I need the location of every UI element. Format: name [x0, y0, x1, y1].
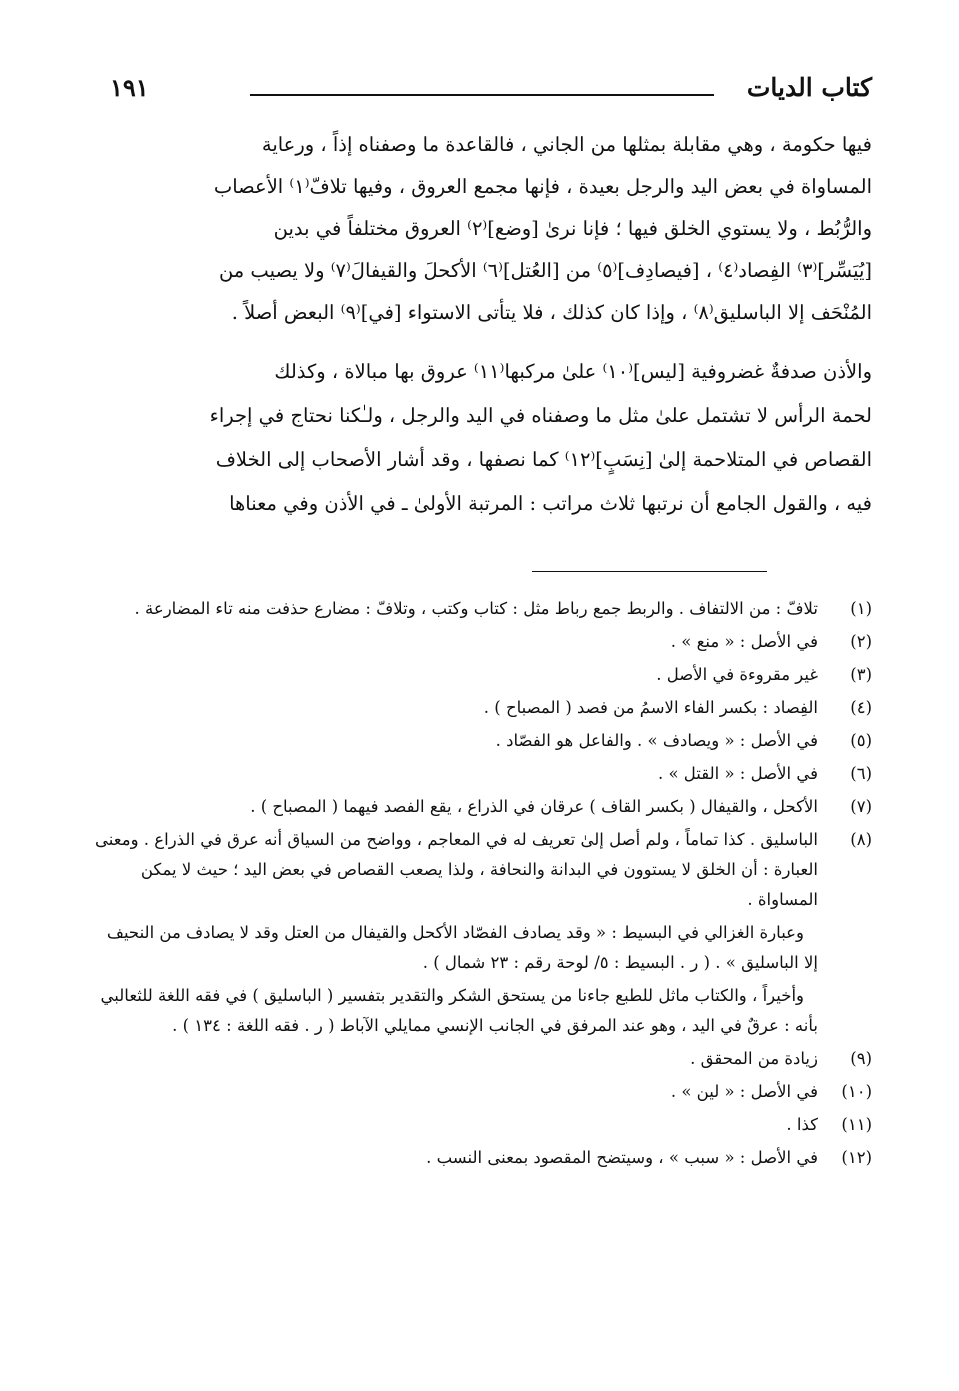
- footnote-text: في الأصل : « القتل » .: [657, 764, 818, 783]
- footnote-number: (٢): [850, 632, 872, 651]
- footnote-text: وأخيراً ، والكتاب ماثل للطبع جاءنا من يستحق الشكر والتقدير بتفسير ( الباسليق ) في فقه اللغة للثعالبي بأنه : عرقٌ في اليد ، وهو عند المرفق في الجانب الإنسي ممايلي الآباط ( ر . فقه اللغة : ١٣٤ ) .: [100, 986, 818, 1035]
- footnote-text: الأكحل ، والقيفال ( بكسر القاف ) عرقان في الذراع ، يقع الفصد فيهما ( المصباح ) .: [250, 797, 818, 816]
- footnote-number: (٨): [850, 830, 872, 849]
- footnote: [92, 1110, 872, 1140]
- footnote: [92, 627, 872, 657]
- text-line: والرُّبُط ، ولا يستوي الخلق فيها ؛ فإنا نرىٰ [وضع]⁽٢⁾ العروق مختلفاً في بدين: [273, 217, 872, 240]
- main-text: [88, 124, 872, 526]
- footnote-number: (٥): [850, 731, 872, 750]
- text-line: فيه ، والقول الجامع أن نرتبها ثلاث مراتب : المرتبة الأولىٰ ـ في الأذن وفي معناها: [229, 492, 872, 515]
- footnote: [92, 759, 872, 789]
- paragraph-2: [88, 350, 872, 526]
- footnote: [92, 1143, 872, 1173]
- text-line: المُنْحَف إلا الباسليق⁽٨⁾ ، وإذا كان كذلك ، فلا يتأتى الاستواء [في]⁽٩⁾ البعض أصلاً .: [231, 301, 872, 324]
- footnote: [92, 594, 872, 624]
- paragraph-1: [88, 124, 872, 334]
- footnote: [92, 660, 872, 690]
- footnote-number: (١٢): [841, 1148, 872, 1167]
- footnote-separator: [532, 571, 767, 572]
- page-number: ١٩١: [110, 73, 149, 102]
- footnote-text: الفِصاد : بكسر الفاء الاسمُ من فصد ( المصباح ) .: [483, 698, 818, 717]
- text-line: فيها حكومة ، وهي مقابلة بمثلها من الجاني ، فالقاعدة ما وصفناه إذاً ، ورعاية: [261, 133, 872, 156]
- footnote-text: الباسليق . كذا تماماً ، ولم أصل إلىٰ تعريف له في المعاجم ، وواضح من السياق أنه عرق في الذراع . ومعنى العبارة : أن الخلق لا يستوون في البدانة والنحافة ، ولذا يصعب القصاص في بعض اليد ؛ حيث لا يمكن المساواة .: [95, 830, 818, 909]
- footnote: [92, 825, 872, 915]
- text-line: والأذن صدفةٌ غضروفية [ليس]⁽١٠⁾ علىٰ مركبها⁽١١⁾ عروق بها مبالاة ، وكذلك: [274, 360, 872, 383]
- chapter-title: كتاب الديات: [746, 73, 872, 102]
- footnote-number: (١٠): [841, 1082, 872, 1101]
- footnote-number: (١١): [841, 1115, 872, 1134]
- footnote: [92, 792, 872, 822]
- footnote-text: في الأصل : « منع » .: [670, 632, 818, 651]
- footnote-number: (١): [850, 599, 872, 618]
- footnote-number: (٤): [850, 698, 872, 717]
- footnote-text: وعبارة الغزالي في البسيط : « وقد يصادف الفصّاد الأكحل والقيفال من العتل وقد لا يصادف من النحيف إلا الباسليق » . ( ر . البسيط : ٥/ لوحة رقم : ٢٣ شمال ) .: [106, 923, 818, 972]
- footnote: [92, 1044, 872, 1074]
- footnote-text: غير مقروءة في الأصل .: [656, 665, 818, 684]
- text-line: لحمة الرأس لا تشتمل علىٰ مثل ما وصفناه في اليد والرجل ، ولـٰكنا نحتاج في إجراء: [209, 404, 872, 427]
- footnote-continuation: [92, 918, 872, 978]
- footnote-text: في الأصل : « سبب » ، وسيتضح المقصود بمعنى النسب .: [426, 1148, 818, 1167]
- footnote-text: في الأصل : « ويصادف » . والفاعل هو الفصّاد .: [495, 731, 818, 750]
- footnote-number: (٧): [850, 797, 872, 816]
- footnote-number: (٩): [850, 1049, 872, 1068]
- footnote-text: في الأصل : « لين » .: [670, 1082, 818, 1101]
- footnote: [92, 693, 872, 723]
- footnotes: [92, 594, 872, 1176]
- footnote-number: (٦): [850, 764, 872, 783]
- header-rule: [250, 94, 714, 96]
- footnote-number: (٣): [850, 665, 872, 684]
- footnote-continuation: [92, 981, 872, 1041]
- text-line: [يُيَسِّر]⁽٣⁾ الفِصاد⁽٤⁾ ، [فيصادِف]⁽٥⁾ من [العُتل]⁽٦⁾ الأكحلَ والقيفالَ⁽٧⁾ ولا يصيب من: [218, 259, 872, 282]
- footnote-text: تلافّ : من الالتفاف . والربط جمع رباط مثل : كتاب وكتب ، وتلافّ : مضارع حذفت منه تاء المضارعة .: [134, 599, 818, 618]
- footnote-text: زيادة من المحقق .: [690, 1049, 818, 1068]
- footnote-text: كذا .: [786, 1115, 818, 1134]
- page-header: [88, 70, 872, 110]
- footnote: [92, 726, 872, 756]
- footnote: [92, 1077, 872, 1107]
- text-line: المساواة في بعض اليد والرجل بعيدة ، فإنها مجمع العروق ، وفيها تلافّ⁽١⁾ الأعصاب: [213, 175, 872, 198]
- text-line: القصاص في المتلاحمة إلىٰ [نِسَبٍ]⁽١٢⁾ كما نصفها ، وقد أشار الأصحاب إلى الخلاف: [215, 448, 872, 471]
